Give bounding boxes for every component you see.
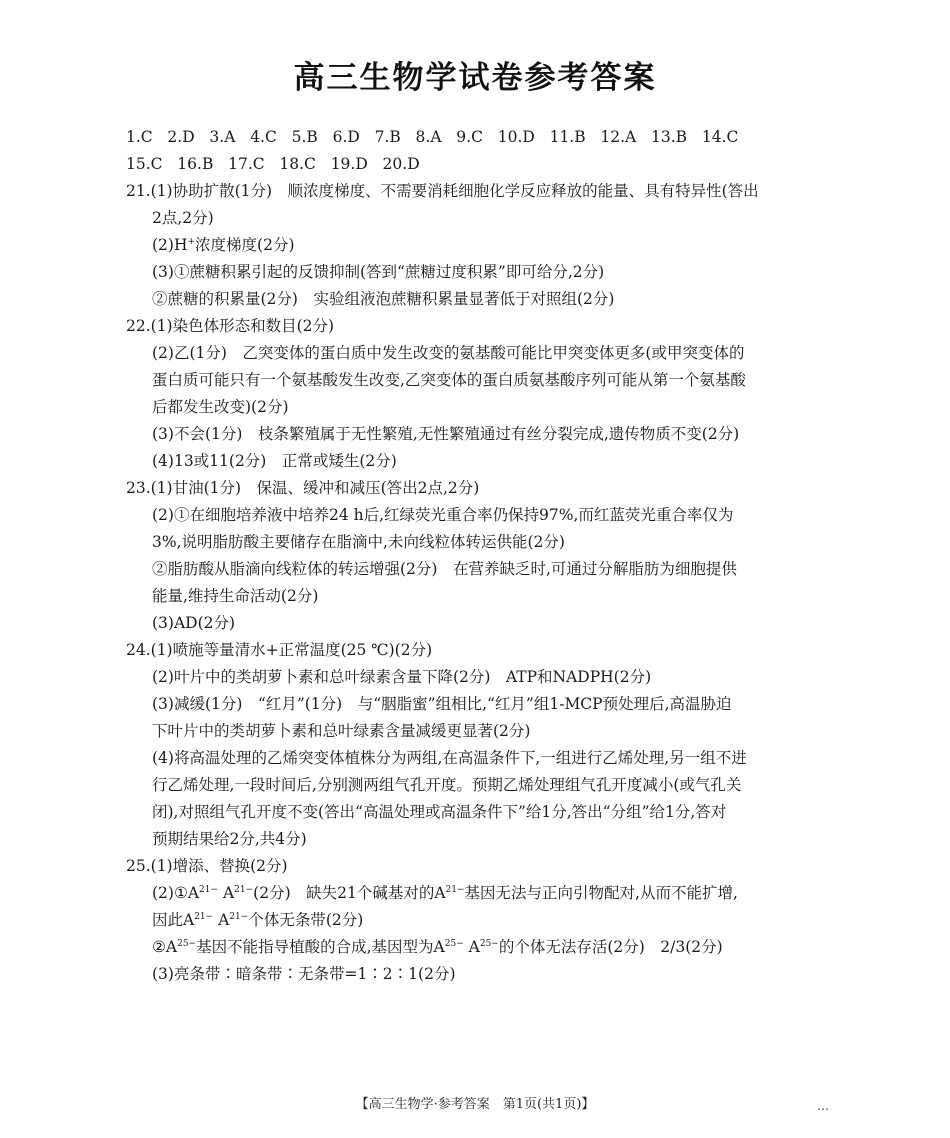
- question-23: [126, 475, 826, 637]
- q25-line-5: (3)亮条带∶暗条带∶无条带=1∶2∶1(2分): [152, 965, 456, 983]
- question-21: [126, 178, 826, 313]
- allele-sup: 21−: [229, 912, 249, 922]
- q23-line-2: (2)①在细胞培养液中培养24 h后,红绿荧光重合率仍保持97%,而红蓝荧光重合率仅为: [152, 506, 734, 524]
- q21-line-2: 2点,2分): [152, 209, 214, 227]
- allele-sup: 21−: [194, 912, 214, 922]
- allele-sup: 25−: [479, 939, 499, 949]
- mc-answers-row-2: 15.C 16.B 17.C 18.C 19.D 20.D: [126, 155, 420, 173]
- q24-line-1: 24.(1)喷施等量清水+正常温度(25 ℃)(2分): [126, 641, 433, 659]
- allele-sup: 21−: [199, 885, 219, 895]
- corner-mark: …: [817, 1099, 829, 1113]
- q25-line-4: [126, 934, 826, 961]
- q23-line-4: ②脂肪酸从脂滴向线粒体的转运增强(2分) 在营养缺乏时,可通过分解脂肪为细胞提供: [152, 560, 737, 578]
- q25-l3-a: 因此A: [152, 911, 195, 929]
- q23-line-6: (3)AD(2分): [152, 614, 236, 632]
- answer-content: [126, 124, 826, 988]
- q21-l3-post: 浓度梯度(2分): [195, 236, 295, 254]
- q24-line-7: 闭),对照组气孔开度不变(答出“高温处理或高温条件下”给1分,答出“分组”给1分,答对: [152, 803, 727, 821]
- q25-l4-c: A: [463, 938, 480, 956]
- q25-line-3: [126, 907, 826, 934]
- q21-l3-sup: +: [187, 237, 196, 247]
- allele-sup: 21−: [445, 885, 465, 895]
- q21-line-3: [126, 232, 826, 259]
- q25-l3-b: A: [213, 911, 230, 929]
- page-title: 高三生物学试卷参考答案: [293, 60, 657, 96]
- allele-sup: 25−: [444, 939, 464, 949]
- q25-line-1: 25.(1)增添、替换(2分): [126, 857, 288, 875]
- mc-answers-row-1: 1.C 2.D 3.A 4.C 5.B 6.D 7.B 8.A 9.C 10.D 11.B 12.A 13.B 14.C: [126, 128, 739, 146]
- q22-line-3: 蛋白质可能只有一个氨基酸发生改变,乙突变体的蛋白质氨基酸序列可能从第一个氨基酸: [152, 371, 746, 389]
- question-25: [126, 853, 826, 988]
- q25-l2-b: A: [218, 884, 235, 902]
- q22-line-2: (2)乙(1分) 乙突变体的蛋白质中发生改变的氨基酸可能比甲突变体更多(或甲突变体的: [152, 344, 745, 362]
- allele-sup: 25−: [177, 939, 197, 949]
- q22-line-5: (3)不会(1分) 枝条繁殖属于无性繁殖,无性繁殖通过有丝分裂完成,遗传物质不变(2分): [152, 425, 740, 443]
- q25-l4-d: 的个体无法存活(2分) 2/3(2分): [498, 938, 723, 956]
- q22-line-6: (4)13或11(2分) 正常或矮生(2分): [152, 452, 397, 470]
- q25-l2-a: (2)①A: [152, 884, 200, 902]
- q24-line-2: (2)叶片中的类胡萝卜素和总叶绿素含量下降(2分) ATP和NADPH(2分): [152, 668, 652, 686]
- question-24: [126, 637, 826, 853]
- q24-line-6: 行乙烯处理,一段时间后,分别测两组气孔开度。预期乙烯处理组气孔开度减小(或气孔关: [152, 776, 742, 794]
- question-22: [126, 313, 826, 475]
- q22-line-1: 22.(1)染色体形态和数目(2分): [126, 317, 335, 335]
- q22-line-4: 后都发生改变)(2分): [152, 398, 289, 416]
- q25-line-2: [126, 880, 826, 907]
- q24-line-4: 下叶片中的类胡萝卜素和总叶绿素含量减缓更显著(2分): [152, 722, 531, 740]
- q23-line-3: 3%,说明脂肪酸主要储存在脂滴中,未向线粒体转运供能(2分): [152, 533, 565, 551]
- allele-sup: 21−: [234, 885, 254, 895]
- q25-l4-b: 基因不能指导植酸的合成,基因型为A: [196, 938, 445, 956]
- q24-line-3: (3)减缓(1分) “红月”(1分) 与“胭脂蜜”组相比,“红月”组1-MCP预处理后,高温胁迫: [152, 695, 732, 713]
- q25-l2-c: (2分) 缺失21个碱基对的A: [253, 884, 446, 902]
- page-footer: 【高三生物学·参考答案 第1页(共1页)】: [355, 1097, 595, 1112]
- q21-line-4: (3)①蔗糖积累引起的反馈抑制(答到“蔗糖过度积累”即可给分,2分): [152, 263, 605, 281]
- q24-line-8: 预期结果给2分,共4分): [152, 830, 307, 848]
- q21-line-5: ②蔗糖的积累量(2分) 实验组液泡蔗糖积累量显著低于对照组(2分): [152, 290, 615, 308]
- q25-l4-a: ②A: [152, 938, 178, 956]
- q23-line-1: 23.(1)甘油(1分) 保温、缓冲和减压(答出2点,2分): [126, 479, 480, 497]
- q24-line-5: (4)将高温处理的乙烯突变体植株分为两组,在高温条件下,一组进行乙烯处理,另一组不进: [152, 749, 747, 767]
- q21-l3-pre: (2)H: [152, 236, 188, 254]
- q23-line-5: 能量,维持生命活动(2分): [152, 587, 319, 605]
- q25-l3-c: 个体无条带(2分): [248, 911, 364, 929]
- q25-l2-d: 基因无法与正向引物配对,从而不能扩增,: [464, 884, 738, 902]
- q21-line-1: 21.(1)协助扩散(1分) 顺浓度梯度、不需要消耗细胞化学反应释放的能量、具有特异性(答出: [126, 182, 759, 200]
